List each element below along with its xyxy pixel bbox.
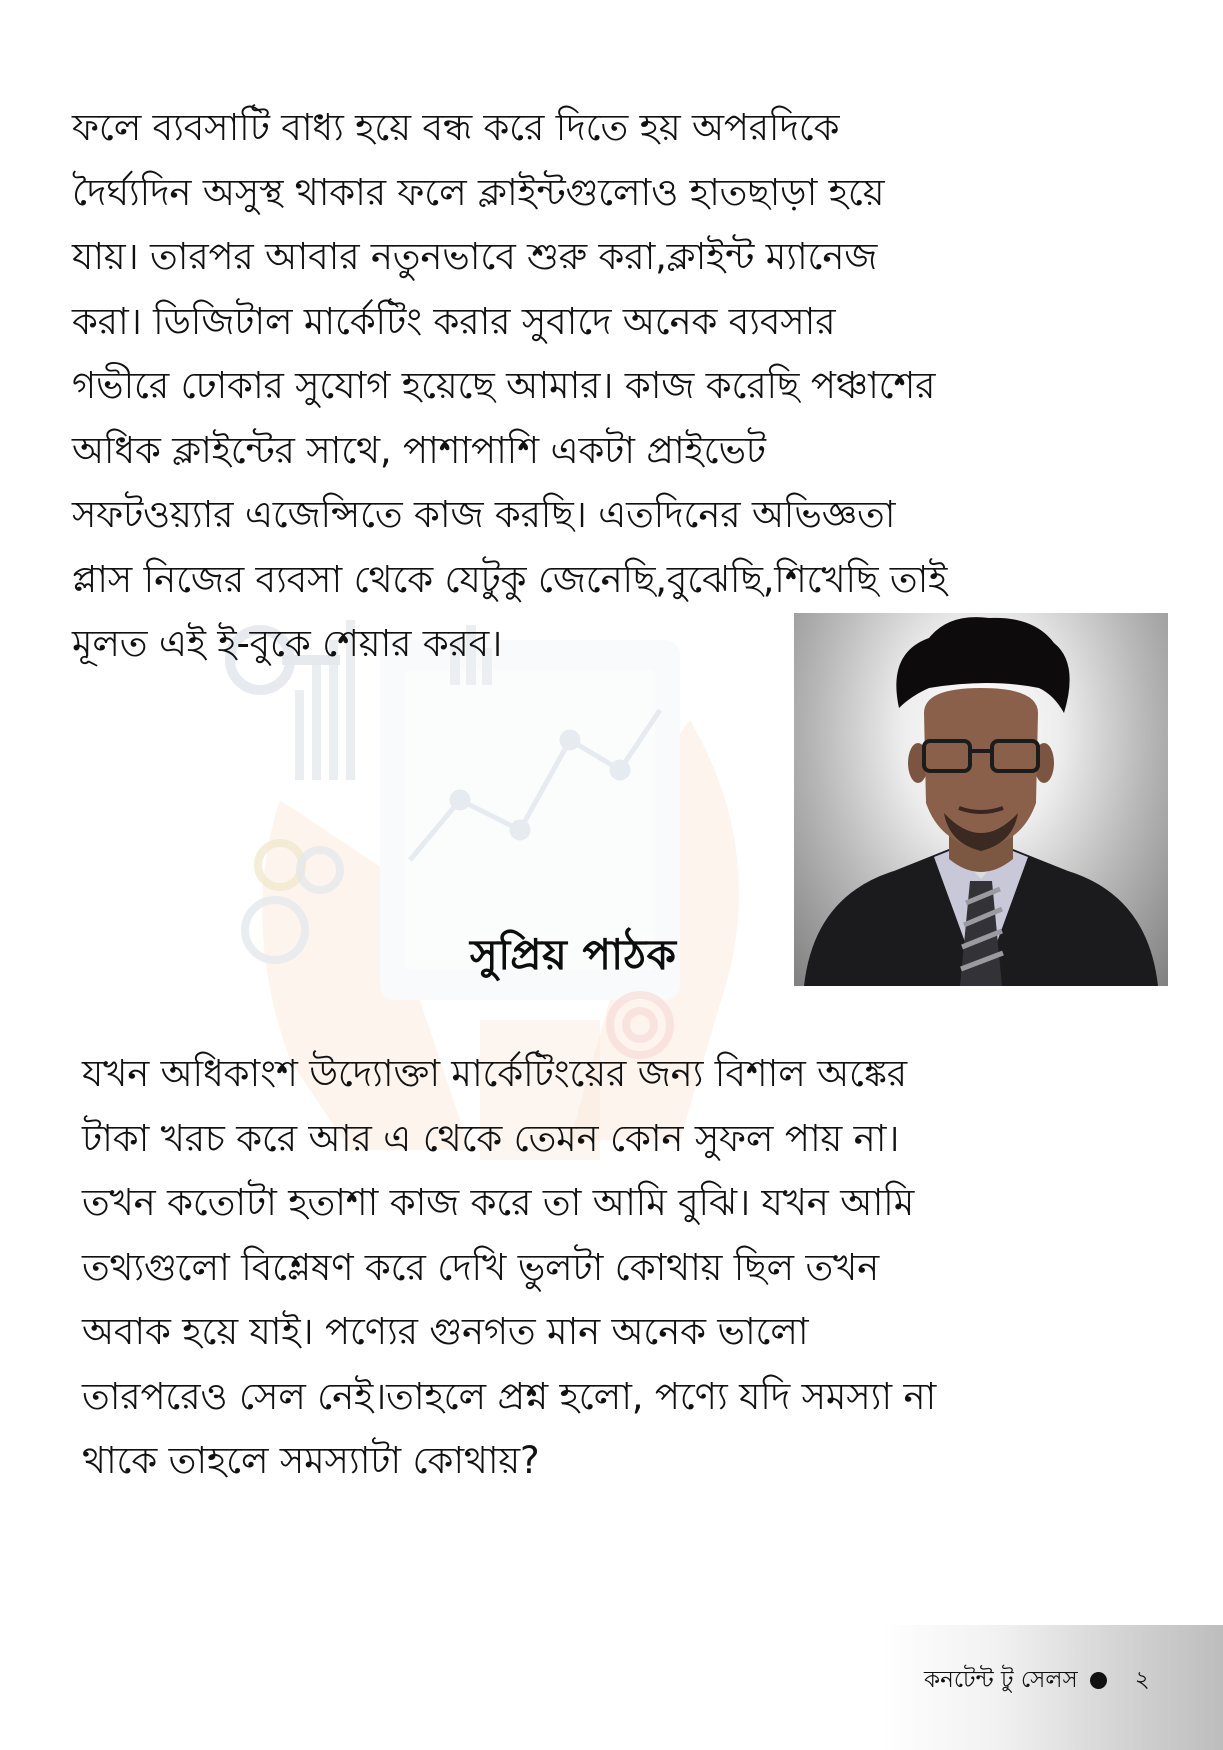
paragraph-line: টাকা খরচ করে আর এ থেকে তেমন কোন সুফল পায় না। xyxy=(82,1116,900,1160)
paragraph-line: গভীরে ঢোকার সুযোগ হয়েছে আমার। কাজ করেছি পঞ্চাশের xyxy=(72,364,936,407)
paragraph-line: থাকে তাহলে সমস্যাটা কোথায়? xyxy=(82,1439,540,1482)
paragraph-line: যায়। তারপর আবার নতুনভাবে শুরু করা,ক্লাইন্ট ম্যানেজ xyxy=(72,235,878,278)
paragraph-line: দৈর্ঘ্যদিন অসুস্থ থাকার ফলে ক্লাইন্টগুলোও হাতছাড়া হয়ে xyxy=(72,170,885,214)
paragraph-line: যখন অধিকাংশ উদ্যোক্তা মার্কেটিংয়ের জন্য বিশাল অঙ্কের xyxy=(82,1052,907,1095)
paragraph-line: মূলত এই ই-বুকে শেয়ার করব। xyxy=(72,622,503,665)
paragraph-line: অবাক হয়ে যাই। পণ্যের গুনগত মান অনেক ভালো xyxy=(82,1310,809,1353)
intro-paragraph xyxy=(72,96,947,677)
paragraph-line: তথ্যগুলো বিশ্লেষণ করে দেখি ভুলটা কোথায় ছিল তখন xyxy=(82,1245,880,1289)
paragraph-line: প্লাস নিজের ব্যবসা থেকে যেটুকু জেনেছি,বুঝেছি,শিখেছি তাই xyxy=(72,557,948,601)
author-photo xyxy=(794,613,1168,986)
paragraph-line: তারপরেও সেল নেই।তাহলে প্রশ্ন হলো, পণ্যে যদি সমস্যা না xyxy=(82,1374,937,1418)
footer-label xyxy=(924,1661,1150,1700)
author-portrait-icon xyxy=(794,613,1168,986)
paragraph-line: করা। ডিজিটাল মার্কেটিং করার সুবাদে অনেক ব্যবসার xyxy=(72,299,836,343)
body-paragraph xyxy=(82,1042,936,1494)
paragraph-line: ফলে ব্যবসাটি বাধ্য হয়ে বন্ধ করে দিতে হয় অপরদিকে xyxy=(72,106,840,149)
bullet-dot-icon xyxy=(1090,1672,1107,1689)
paragraph-line: তখন কতোটা হতাশা কাজ করে তা আমি বুঝি। যখন আমি xyxy=(82,1181,915,1224)
paragraph-line: অধিক ক্লাইন্টের সাথে, পাশাপাশি একটা প্রাইভেট xyxy=(72,428,766,472)
section-heading: সুপ্রিয় পাঠক xyxy=(470,930,677,979)
paragraph-line: সফটওয়্যার এজেন্সিতে কাজ করছি। এতদিনের অভিজ্ঞতা xyxy=(72,493,896,536)
page-number: ২ xyxy=(1134,1667,1150,1693)
book-title: কনটেন্ট টু সেলস xyxy=(924,1667,1078,1693)
